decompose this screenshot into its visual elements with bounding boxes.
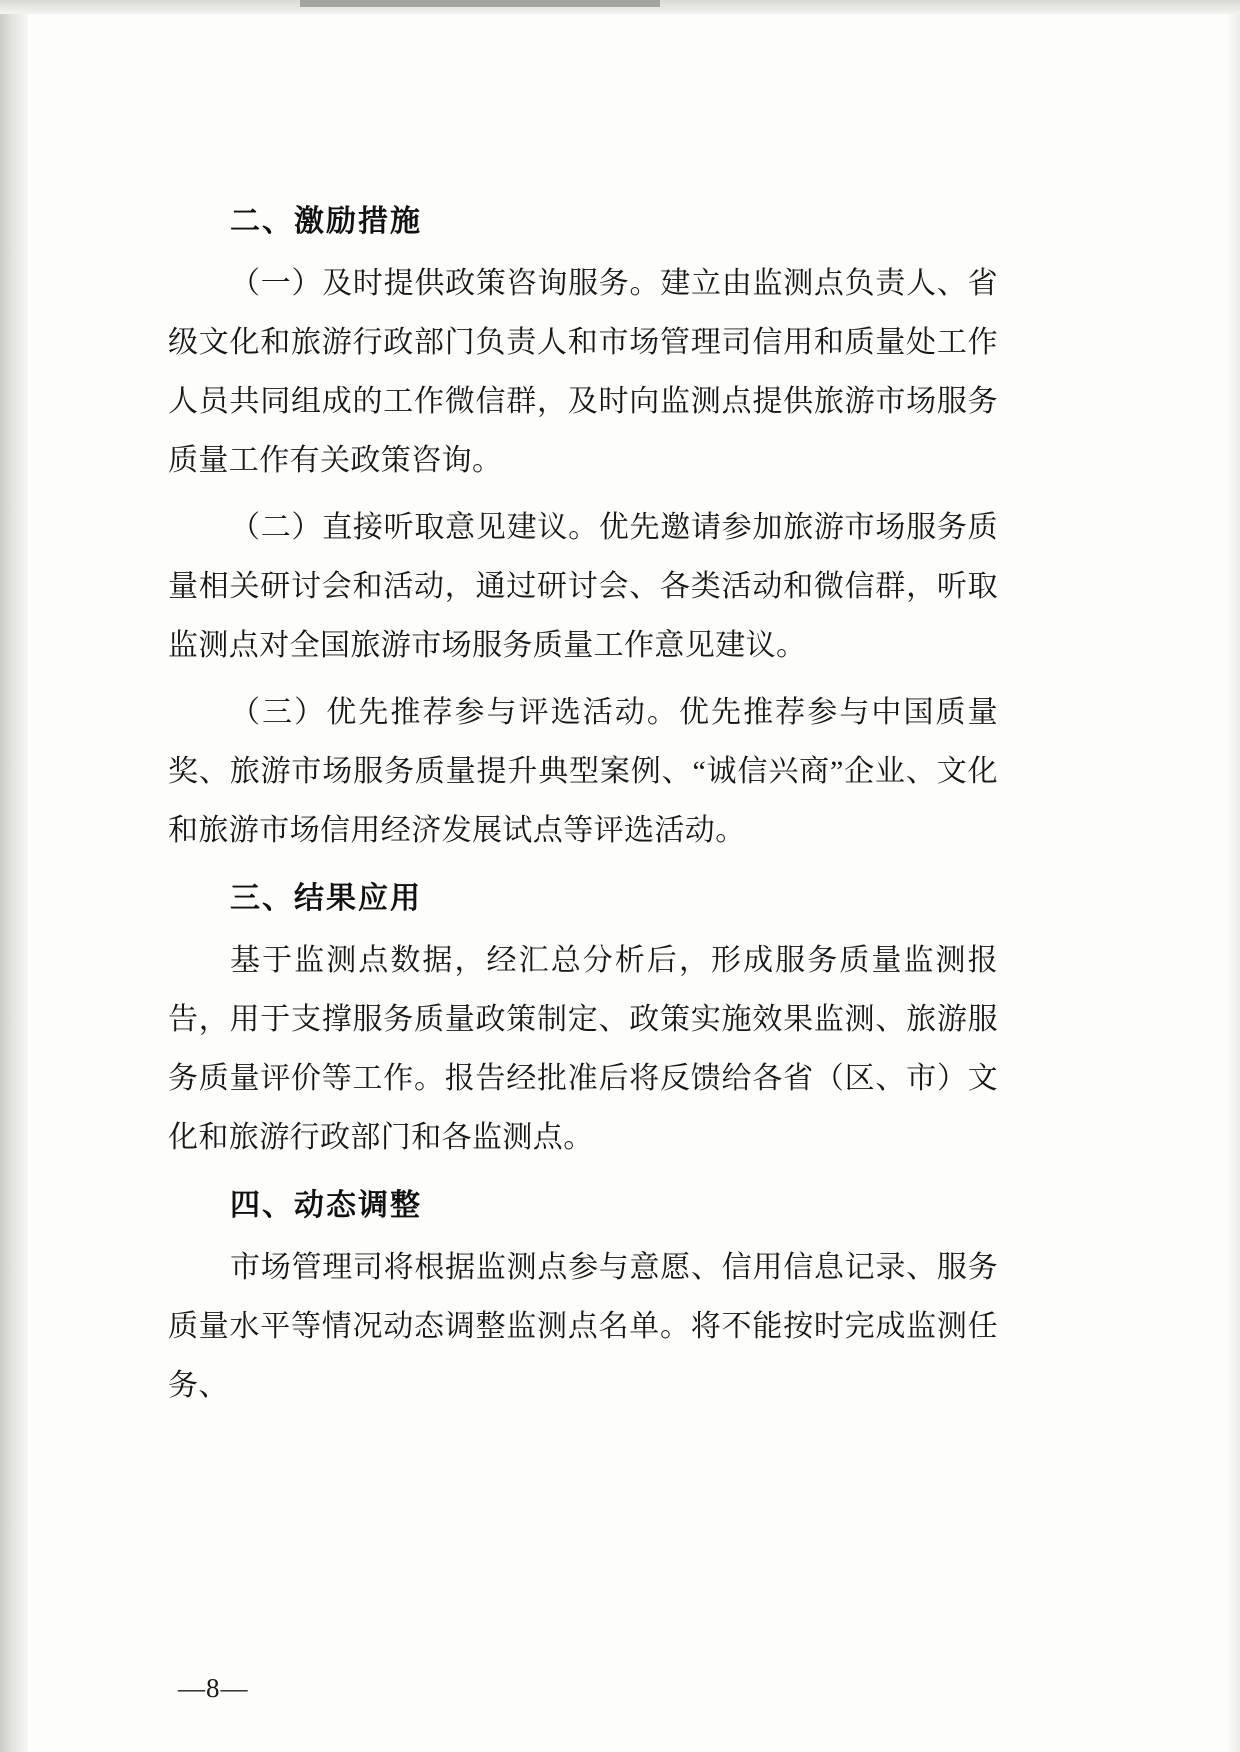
paragraph-2-1: （一）及时提供政策咨询服务。建立由监测点负责人、省级文化和旅游行政部门负责人和市场管理司信用和质量处工作人员共同组成的工作微信群，及时向监测点提供旅游市场服务质量工作有关政策咨询。 [168, 267, 998, 477]
section-heading-4: 四、动态调整 [230, 1188, 422, 1223]
page-left-edge-shadow [0, 0, 28, 1752]
paragraph-2-3: （三）优先推荐参与评选活动。优先推荐参与中国质量奖、旅游市场服务质量提升典型案例、“诚信兴商”企业、文化和旅游市场信用经济发展试点等评选活动。 [168, 696, 998, 847]
page-top-dark-band [300, 0, 660, 7]
section-heading-2: 二、激励措施 [230, 204, 422, 239]
section-heading-3: 三、结果应用 [230, 881, 422, 916]
page-number: —8— [178, 1673, 249, 1703]
document-body [168, 199, 998, 1415]
paragraph-4-1: 市场管理司将根据监测点参与意愿、信用信息记录、服务质量水平等情况动态调整监测点名单。将不能按时完成监测任务、 [168, 1251, 998, 1402]
page-sheet [28, 14, 1228, 1752]
page-right-edge-shadow [1228, 0, 1240, 1752]
paragraph-3-1: 基于监测点数据，经汇总分析后，形成服务质量监测报告，用于支撑服务质量政策制定、政策实施效果监测、旅游服务质量评价等工作。报告经批准后将反馈给各省（区、市）文化和旅游行政部门和各监测点。 [168, 944, 998, 1154]
paragraph-2-2: （二）直接听取意见建议。优先邀请参加旅游市场服务质量相关研讨会和活动，通过研讨会、各类活动和微信群，听取监测点对全国旅游市场服务质量工作意见建议。 [168, 511, 998, 662]
